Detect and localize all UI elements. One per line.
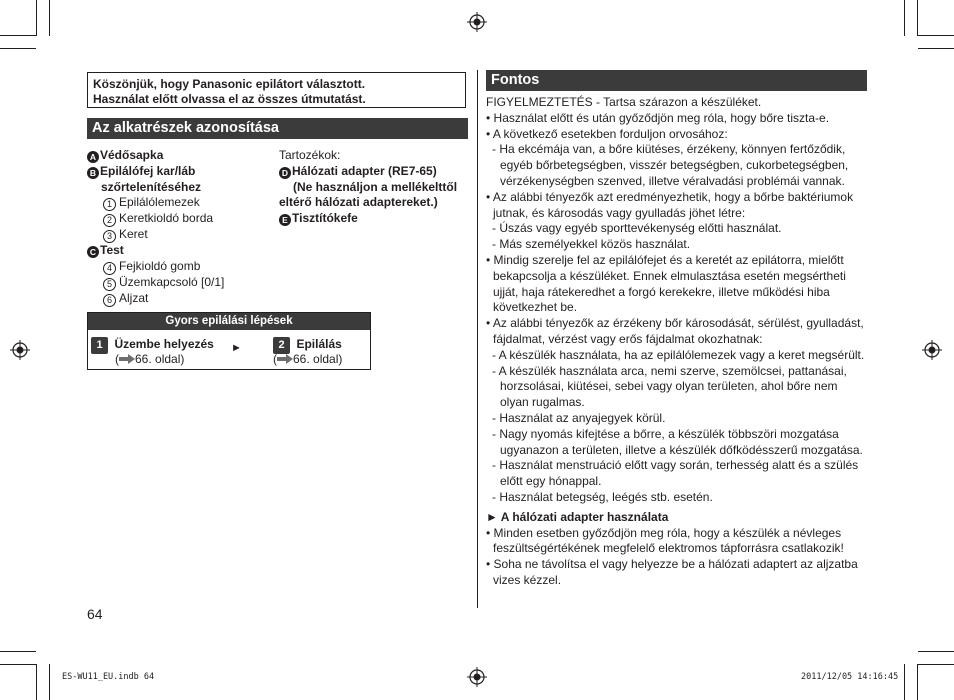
paragraph: • Soha ne távolítsa el vagy helyezze be a hálózati adaptert az aljzatba vizes kézzel.: [486, 557, 858, 587]
ref-text: 66. oldal): [135, 352, 185, 366]
column-divider: [477, 70, 478, 608]
paragraph: - Ha ekcémája van, a bőre kiütéses, érzékeny, könnyen fertőződik, egyéb bőrbetegségben, visszér betegségben, cukorbetegségben, vérzékenységben szenved, illetve véralvadási problémái vannak.: [492, 142, 849, 188]
part-c: [87, 243, 277, 259]
page-reference-arrow-icon: [277, 354, 293, 364]
paragraph: • Az alábbi tényezők az érzékeny bőr károsodását, sérülést, gyulladást, fájdalmat, vérzést vagy erős fájdalmat okozhatnak:: [486, 316, 864, 346]
parts-section-title: Az alkatrészek azonosítása: [87, 118, 468, 139]
ref-open: (: [115, 352, 119, 366]
subpart-label: Fejkioldó gomb: [119, 259, 201, 274]
paragraph: - Más személyekkel közös használat.: [492, 237, 691, 252]
crop-mark: [918, 664, 954, 665]
registration-mark-icon: [467, 12, 487, 32]
crop-mark: [0, 651, 36, 652]
crop-mark: [917, 664, 918, 700]
subpart: [87, 259, 277, 275]
crop-mark: [918, 651, 954, 652]
subpart: [87, 275, 277, 291]
accessories-list: [279, 148, 469, 227]
paragraph: • A következő esetekben forduljon orvosához:: [486, 126, 728, 141]
paragraph: • Minden esetben győződjön meg róla, hogy a készülék a névleges feszültségértékének megfelelő elektromos tápforrásra csatlakozik!: [486, 525, 844, 556]
intro-line: Használat előtt olvassa el az összes útmutatást.: [93, 92, 366, 106]
crop-mark: [918, 48, 954, 49]
paragraph: - A készülék használata, ha az epilálólemezek vagy a keret megsérült.: [492, 347, 865, 362]
page-number: 64: [87, 606, 103, 622]
part-d: [279, 164, 469, 180]
paragraph: • Az alábbi tényezők azt eredményezhetik, hogy a bőrbe baktériumok jutnak, és károsodás vagy gyulladás jöhet létre:: [486, 189, 854, 220]
step-number-badge: 1: [91, 337, 108, 354]
paragraph: • Használat előtt és után győződjön meg róla, hogy bőre tiszta-e.: [486, 110, 830, 125]
paragraph: - Használat betegség, leégés stb. esetén.: [492, 489, 713, 504]
letter-c-icon: C: [87, 246, 99, 258]
important-text: [486, 95, 869, 589]
accessories-label: Tartozékok:: [279, 148, 341, 162]
next-arrow-icon: ►: [231, 342, 242, 354]
parts-list: [87, 148, 277, 307]
letter-b-icon: B: [87, 167, 99, 179]
part-label: Védősapka: [100, 148, 164, 162]
paragraph: FIGYELMEZTETÉS - Tartsa szárazon a készüléket.: [486, 95, 762, 109]
subpart-label: Aljzat: [119, 291, 149, 306]
intro-box: [87, 72, 466, 108]
part-label: eltérő hálózati adaptereket.): [279, 195, 438, 210]
crop-mark: [49, 0, 50, 36]
letter-a-icon: A: [87, 151, 99, 163]
number-3-icon: 3: [103, 230, 116, 243]
crop-mark: [904, 664, 905, 700]
part-label: Epilálófej kar/láb: [100, 163, 196, 178]
crop-mark: [0, 48, 36, 49]
page-reference-arrow-icon: [119, 354, 135, 364]
step-label: Epilálás: [296, 337, 342, 351]
sub-heading: ► A hálózati adapter használata: [486, 509, 669, 524]
subpart: [87, 211, 277, 227]
quick-steps-box: [87, 312, 371, 370]
slug-file: ES-WU11_EU.indb 64: [62, 672, 155, 682]
important-section-title: Fontos: [486, 70, 867, 91]
paragraph: - Úszás vagy egyéb sporttevékenység előtti használat.: [492, 221, 782, 236]
number-1-icon: 1: [103, 198, 116, 211]
step-1-page-ref[interactable]: [115, 352, 184, 366]
part-label: (Ne használjon a mellékelttől: [293, 179, 458, 194]
subpart: [87, 227, 277, 243]
part-label: szőrtelenítéséhez: [101, 179, 202, 194]
registration-mark-icon: [467, 667, 487, 687]
ref-open: (: [273, 352, 277, 366]
part-b: [87, 164, 277, 180]
crop-mark: [0, 664, 36, 665]
letter-d-icon: D: [279, 167, 291, 179]
quick-steps-title: Gyors epilálási lépések: [88, 313, 370, 330]
intro-line: Köszönjük, hogy Panasonic epilátort választott.: [93, 77, 366, 91]
subpart-label: Epilálólemezek: [119, 195, 200, 210]
subpart-label: Üzemkapcsoló [0/1]: [119, 275, 225, 290]
paragraph: - Használat az anyajegyek körül.: [492, 410, 666, 425]
crop-mark: [917, 0, 918, 36]
part-label: Tisztítókefe: [292, 211, 358, 226]
number-6-icon: 6: [103, 294, 116, 307]
crop-mark: [36, 0, 37, 36]
slug-datetime: 2011/12/05 14:16:45: [801, 672, 899, 682]
paragraph: - A készülék használata arca, nemi szerve, szemölcsei, pattanásai, horzsolásai, kiütései, sebei vagy olyan területen, ahol bőre nem olyan rugalmas.: [492, 363, 847, 410]
crop-mark: [49, 664, 50, 700]
ref-text: 66. oldal): [293, 352, 343, 366]
crop-mark: [0, 35, 36, 36]
step-2-page-ref[interactable]: [273, 352, 342, 366]
crop-mark: [918, 35, 954, 36]
step-label: Üzembe helyezés: [114, 337, 214, 351]
subpart: [87, 291, 277, 307]
paragraph: • Mindig szerelje fel az epilálófejet és a keretét az epilátorra, mielőtt bekapcsolja a készüléket. Ennek elmulasztása esetén megsértheti ujját, haja rátekeredhet a forgó kerekekre, illetve működési hiba következhet be.: [486, 252, 846, 315]
letter-e-icon: E: [279, 214, 291, 226]
number-2-icon: 2: [103, 214, 116, 227]
subpart-label: Keret: [119, 227, 148, 242]
part-label: Hálózati adapter (RE7-65): [292, 163, 437, 178]
crop-mark: [36, 664, 37, 700]
paragraph: - Nagy nyomás kifejtése a bőrre, a készülék többszöri mozgatása ugyanazon a területen, illetve a készülék dőfködésszerű mozgatása.: [492, 426, 863, 457]
registration-mark-icon: [10, 340, 30, 360]
number-4-icon: 4: [103, 262, 116, 275]
number-5-icon: 5: [103, 278, 116, 291]
step-number-badge: 2: [273, 337, 290, 354]
subpart-label: Keretkioldó borda: [119, 211, 214, 226]
part-a: [87, 148, 277, 164]
subpart: [87, 195, 277, 211]
crop-mark: [904, 0, 905, 36]
paragraph: - Használat menstruáció előtt vagy során, terhesség alatt és a szülés előtt egy hónappal.: [492, 458, 859, 489]
registration-mark-icon: [922, 340, 942, 360]
part-label: Test: [100, 243, 124, 258]
part-e: [279, 211, 469, 227]
